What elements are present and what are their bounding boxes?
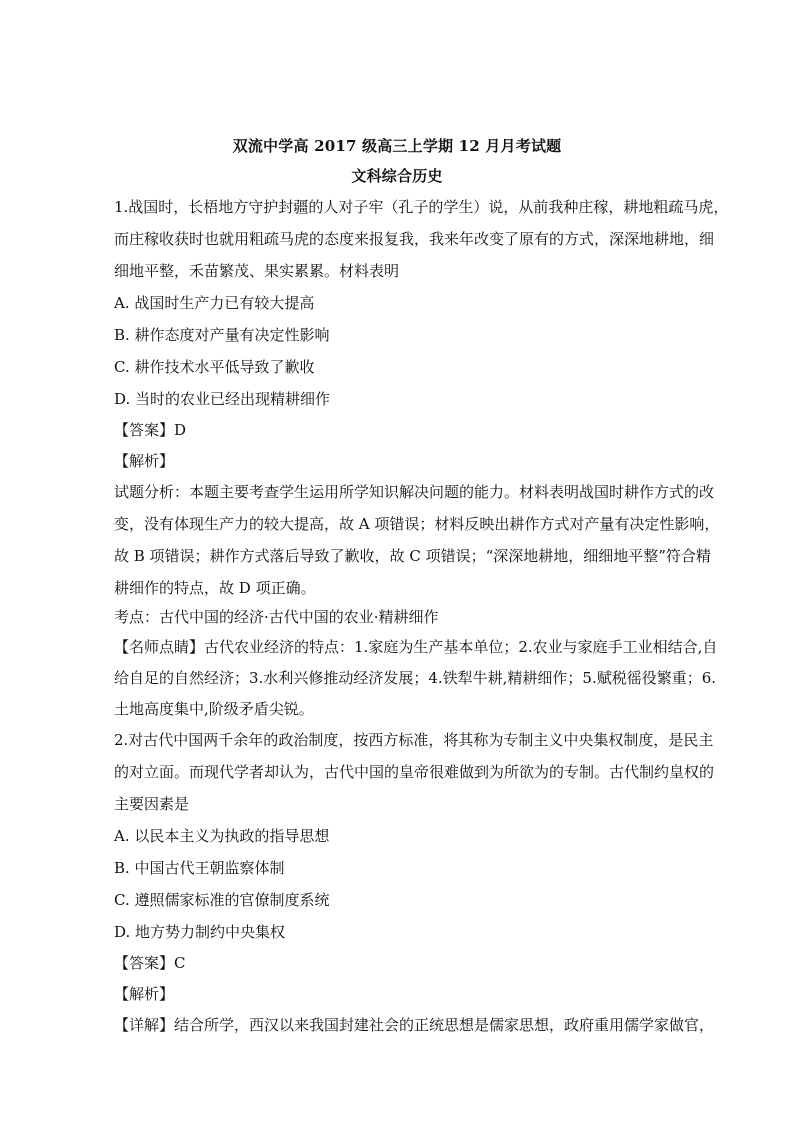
- q2-option-d: D. 地方势力制约中央集权: [114, 923, 286, 941]
- q1-tip-line-2: 给自足的自然经济；3.水利兴修推动经济发展；4.铁犁牛耕,精耕细作；5.赋税徭役繁重；6.: [114, 669, 717, 687]
- q2-answer: 【答案】C: [114, 954, 186, 972]
- q1-analysis-line-2: 变，没有体现生产力的较大提高，故 A 项错误；材料反映出耕作方式对产量有决定性影响，: [114, 515, 720, 533]
- q1-knowledge-point: 考点：古代中国的经济·古代中国的农业·精耕细作: [114, 608, 439, 626]
- q1-option-a: A. 战国时生产力已有较大提高: [114, 294, 315, 312]
- q2-option-c: C. 遵照儒家标准的官僚制度系统: [114, 891, 330, 909]
- q1-stem-line-3: 细地平整，禾苗繁茂、果实累累。材料表明: [114, 262, 400, 280]
- q1-option-d: D. 当时的农业已经出现精耕细作: [114, 390, 331, 408]
- q1-stem-line-1: 1.战国时，长梧地方守护封疆的人对子牢（孔子的学生）说，从前我种庄稼，耕地粗疏马虎，: [114, 198, 729, 216]
- q1-option-b: B. 耕作态度对产量有决定性影响: [114, 326, 330, 344]
- q1-analysis-line-3: 故 B 项错误；耕作方式落后导致了歉收，故 C 项错误；“深深地耕地，细细地平整”符合精: [114, 547, 711, 565]
- q1-analysis-line-4: 耕细作的特点，故 D 项正确。: [114, 579, 316, 597]
- exam-subtitle: 文科综合历史: [351, 167, 443, 185]
- q2-detail-line-1: 【详解】结合所学，西汉以来我国封建社会的正统思想是儒家思想，政府重用儒学家做官，: [114, 1016, 715, 1034]
- q2-stem-line-3: 主要因素是: [114, 795, 190, 813]
- q1-tip-line-1: 【名师点睛】古代农业经济的特点：1.家庭为生产基本单位；2.农业与家庭手工业相结合,自: [114, 638, 718, 656]
- q1-stem-line-2: 而庄稼收获时也就用粗疏马虎的态度来报复我，我来年改变了原有的方式，深深地耕地，细: [114, 230, 715, 248]
- q1-analysis-line-1: 试题分析：本题主要考查学生运用所学知识解决问题的能力。材料表明战国时耕作方式的改: [114, 483, 715, 501]
- q2-stem-line-1: 2.对古代中国两千余年的政治制度，按西方标准，将其称为专制主义中央集权制度，是民主: [114, 731, 714, 749]
- exam-title: 双流中学高 2017 级高三上学期 12 月月考试题: [232, 137, 562, 155]
- q2-stem-line-2: 的对立面。而现代学者却认为，古代中国的皇帝很难做到为所欲为的专制。古代制约皇权的: [114, 763, 715, 781]
- q1-tip-line-3: 土地高度集中,阶级矛盾尖锐。: [114, 700, 314, 718]
- q2-option-b: B. 中国古代王朝监察体制: [114, 859, 285, 877]
- q1-option-c: C. 耕作技术水平低导致了歉收: [114, 358, 315, 376]
- q2-option-a: A. 以民本主义为执政的指导思想: [114, 827, 330, 845]
- q1-answer: 【答案】D: [114, 421, 187, 439]
- q1-analysis-heading: 【解析】: [114, 452, 175, 470]
- q2-analysis-heading: 【解析】: [114, 985, 175, 1003]
